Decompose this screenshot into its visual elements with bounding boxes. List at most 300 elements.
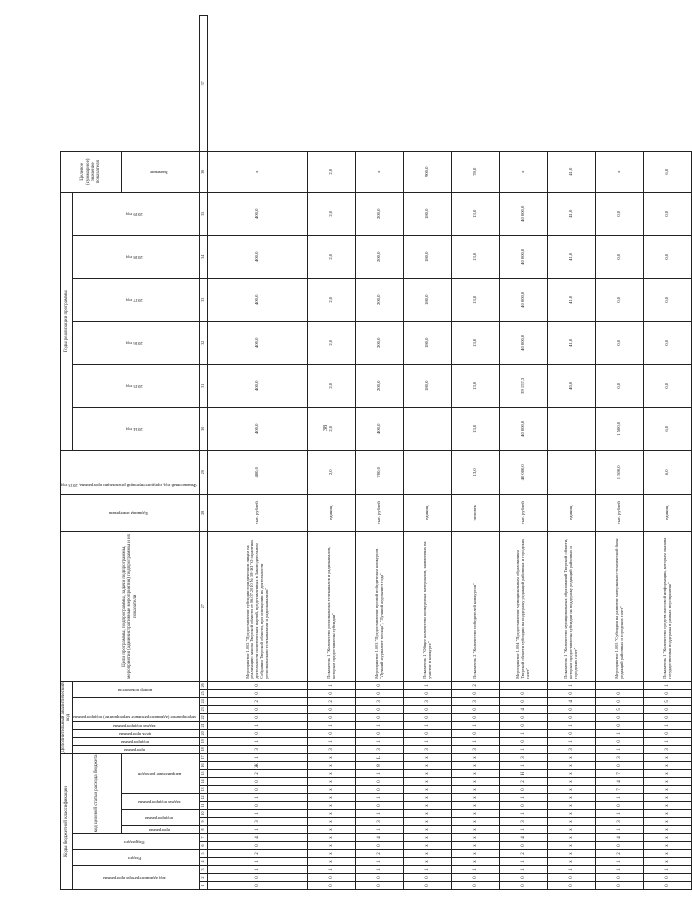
code-cell: Ж (208, 762, 308, 770)
total-value: 900,0 (404, 151, 452, 192)
code-cell: 4 (596, 834, 644, 842)
code-cell: 0 (404, 882, 452, 890)
code-cell: х (644, 834, 692, 842)
year-value: 180,0 (404, 321, 452, 364)
code-cell: х (404, 818, 452, 826)
goal-description: Мероприятие 1.003 "Предоставление премий победителям конкурсов "Лучший журналист месяца", "Лучший журналист года" (356, 531, 404, 681)
year-value: 2,0 (308, 407, 356, 450)
column-number: 32 (200, 321, 208, 364)
code-cell: 2 (208, 697, 308, 705)
year-value: 2,0 (308, 364, 356, 407)
code-cell: 0 (644, 882, 692, 890)
base-year-value (404, 450, 452, 494)
year-value: 0,0 (596, 364, 644, 407)
code-cell: х (644, 850, 692, 858)
code-cell: 0 (356, 786, 404, 794)
target-code-header: код целевой статьи расхода бюджета (72, 753, 121, 833)
code-cell: 7 (596, 770, 644, 778)
code-cell: х (452, 834, 500, 842)
total-value: х (208, 151, 308, 192)
code-cell: 4 (208, 834, 308, 842)
code-cell: 0 (356, 681, 404, 689)
unit-cell: единиц (644, 494, 692, 531)
code-cell: 1 (500, 810, 548, 818)
year-value: 40 000,0 (500, 321, 548, 364)
value-header: Значение (122, 151, 200, 192)
code-cell: х (548, 818, 596, 826)
unit-cell: тыс. рублей (500, 494, 548, 531)
page-number: 38 (323, 425, 329, 431)
code-cell: х (308, 753, 356, 761)
code-cell: х (308, 818, 356, 826)
dop-meropriyatie-header: мероприятие (административное мероприятие) подпрограммы (72, 697, 199, 721)
code-cell: х (452, 826, 500, 834)
code-cell: 0 (596, 842, 644, 850)
column-number: 26 (200, 681, 208, 689)
code-cell: х (452, 753, 500, 761)
total-value: 78,0 (452, 151, 500, 192)
code-cell: х (308, 858, 356, 866)
code-cell: 3 (308, 745, 356, 753)
goal-description: Показатель 1 "Количество средств массовой информации, которым оказана государственная поддержка в рамках мероприятия" (644, 531, 692, 681)
column-number: 18 (200, 745, 208, 753)
column-number: 37 (200, 16, 208, 152)
total-header: Целевое (суммарное) значение показателя (61, 151, 122, 192)
column-number: 22 (200, 713, 208, 721)
code-cell: 1 (548, 721, 596, 729)
code-cell: х (548, 842, 596, 850)
code-cell: 1 (596, 745, 644, 753)
code-cell: 0 (500, 874, 548, 882)
code-cell: 0 (596, 802, 644, 810)
code-cell: х (308, 802, 356, 810)
dop-podprogramma-header: подпрограмма (72, 737, 199, 745)
column-number: 36 (200, 151, 208, 192)
code-cell: 0 (452, 729, 500, 737)
code-cell: х (404, 826, 452, 834)
column-number: 34 (200, 235, 208, 278)
code-cell: х (548, 810, 596, 818)
year-value: 200,0 (356, 235, 404, 278)
code-cell: х (644, 778, 692, 786)
base-year-value: 40 000,0 (500, 450, 548, 494)
goal-description: Мероприятие 1.005 "Субсидии на развитие материально-технической базы редакций районных и городских газет" (596, 531, 644, 681)
column-number: 9 (200, 818, 208, 826)
code-cell: 0 (308, 713, 356, 721)
table-row (452, 16, 500, 890)
goal-description: Мероприятие 1.004 "Предоставление муниципальным образованиям Тверской области субсидии на поддержку редакций районных и городских газет" (500, 531, 548, 681)
code-cell: 3 (356, 818, 404, 826)
table-row (308, 16, 356, 890)
table-row (208, 16, 308, 890)
year-value: 200,0 (356, 364, 404, 407)
code-cell: 0 (356, 689, 404, 697)
code-cell: х (644, 762, 692, 770)
year-value: 400,0 (208, 278, 308, 321)
code-cell: х (452, 786, 500, 794)
column-number: 16 (200, 762, 208, 770)
code-cell: 0 (208, 705, 308, 713)
code-cell: х (404, 770, 452, 778)
code-cell: 1 (208, 753, 308, 761)
total-value: 41,0 (548, 151, 596, 192)
code-cell: х (452, 842, 500, 850)
column-number: 14 (200, 778, 208, 786)
code-cell: 0 (208, 689, 308, 697)
code-cell: 3 (596, 818, 644, 826)
code-cell: 1 (356, 737, 404, 745)
code-cell: 0 (500, 721, 548, 729)
table-row (596, 16, 644, 890)
year-value: 13,0 (452, 364, 500, 407)
year-value: 0,0 (596, 278, 644, 321)
rotated-table-wrapper (60, 15, 672, 890)
code-cell: 1 (452, 737, 500, 745)
code-cell: 0 (500, 802, 548, 810)
year-value: 39 157,3 (500, 364, 548, 407)
base-year-value (548, 450, 596, 494)
year-value: 40 000,0 (500, 192, 548, 235)
code-cell: х (404, 834, 452, 842)
column-number: 4 (200, 858, 208, 866)
column-number: 21 (200, 721, 208, 729)
year-value: 400,0 (356, 407, 404, 450)
code-cell: 0 (208, 713, 308, 721)
code-cell: 2 (308, 697, 356, 705)
year-value: 0,0 (644, 321, 692, 364)
code-cell: 0 (308, 874, 356, 882)
code-cell: 3 (596, 753, 644, 761)
table-row (500, 16, 548, 890)
code-cell: х (548, 753, 596, 761)
unit-cell: единиц (404, 494, 452, 531)
code-cell: 3 (356, 697, 404, 705)
code-cell: 4 (356, 834, 404, 842)
code-cell: 1 (404, 866, 452, 874)
year-value: 180,0 (404, 192, 452, 235)
unit-header: Единица измерения (61, 494, 200, 531)
code-cell: 1 (644, 866, 692, 874)
base-year-value: 13,0 (452, 450, 500, 494)
code-cell: Н (500, 770, 548, 778)
goals-header: Цели программы, подпрограммы, задачи подпрограммы, мероприятия (административные мероприятия) подпрограммы и их показатели (61, 531, 200, 681)
code-cell: х (404, 810, 452, 818)
year-value: 400,0 (208, 235, 308, 278)
year-value: 0,0 (644, 235, 692, 278)
column-number: 2 (200, 874, 208, 882)
code-cell: х (548, 762, 596, 770)
code-cell: 0 (500, 689, 548, 697)
code-cell: 0 (548, 882, 596, 890)
code-cell: 0 (548, 713, 596, 721)
code-cell: х (308, 810, 356, 818)
code-cell: 2 (596, 850, 644, 858)
code-cell: 3 (404, 745, 452, 753)
code-cell: х (404, 762, 452, 770)
code-cell: 3 (404, 697, 452, 705)
goal-description: Показатель 1 "Количество муниципальных образований Тверской области, которым предоставлены субсидии на поддержку редакций районных и городских газет" (548, 531, 596, 681)
goal-description: Показатель 2 "Количество победителей конкурсов" (452, 531, 500, 681)
column-number: 10 (200, 810, 208, 818)
column-number: 6 (200, 842, 208, 850)
goal-description: Показатель 1 "Количество региональных телеканалов и радиоканалов, которым предоставлены субсидии" (308, 531, 356, 681)
code-cell: х (404, 850, 452, 858)
column-number: 28 (200, 494, 208, 531)
code-cell: 1 (404, 721, 452, 729)
year-value: 400,0 (208, 407, 308, 450)
code-cell: 3 (644, 745, 692, 753)
year-2019-header: 2019 год (72, 192, 199, 235)
code-cell: 0 (500, 697, 548, 705)
code-cell: 3 (208, 818, 308, 826)
column-numbers-row (200, 16, 208, 890)
code-cell: 1 (548, 681, 596, 689)
podprogramma-header: подпрограмма (122, 810, 200, 826)
program-indicators-table (60, 15, 692, 890)
year-value: 200,0 (356, 192, 404, 235)
code-cell: х (452, 762, 500, 770)
code-cell: 7 (596, 786, 644, 794)
table-row (356, 16, 404, 890)
code-cell: 1 (644, 721, 692, 729)
code-cell: х (644, 842, 692, 850)
code-cell: L (356, 753, 404, 761)
base-year-value: 2,0 (308, 450, 356, 494)
code-cell: 0 (644, 705, 692, 713)
code-cell: 0 (308, 729, 356, 737)
year-value: 0,0 (644, 192, 692, 235)
code-cell: 3 (548, 745, 596, 753)
column-number: 33 (200, 278, 208, 321)
code-cell: 0 (596, 882, 644, 890)
total-value: х (356, 151, 404, 192)
code-cell: 1 (644, 681, 692, 689)
code-cell: х (548, 834, 596, 842)
column-number: 27 (200, 531, 208, 681)
code-cell: 1 (596, 794, 644, 802)
year-value: 200,0 (356, 321, 404, 364)
code-cell: 0 (356, 802, 404, 810)
code-cell: 1 (208, 721, 308, 729)
code-cell: х (308, 762, 356, 770)
code-cell: 1 (548, 737, 596, 745)
code-cell: 4 (548, 697, 596, 705)
code-cell: 1 (452, 721, 500, 729)
base-year-value: 6,0 (644, 450, 692, 494)
code-cell: 1 (356, 866, 404, 874)
year-value: 13,0 (452, 235, 500, 278)
code-cell: х (404, 842, 452, 850)
code-cell: х (404, 858, 452, 866)
code-cell: 0 (356, 713, 404, 721)
code-cell: х (644, 786, 692, 794)
year-value: 0,0 (596, 192, 644, 235)
code-cell: 1 (208, 858, 308, 866)
zadacha-header: задача подпрограммы (122, 794, 200, 810)
code-cell: 0 (644, 713, 692, 721)
unit-cell: единиц (548, 494, 596, 531)
code-cell: 1 (308, 866, 356, 874)
code-cell: 5 (644, 697, 692, 705)
code-cell: 1 (596, 810, 644, 818)
year-value: 41,0 (548, 321, 596, 364)
column-number: 3 (200, 866, 208, 874)
code-cell: 0 (548, 705, 596, 713)
code-cell: 1 (548, 866, 596, 874)
code-cell: 0 (500, 882, 548, 890)
table-row (644, 16, 692, 890)
year-2014-header: 2014 год (72, 407, 199, 450)
code-cell: 0 (208, 874, 308, 882)
code-cell: 0 (596, 689, 644, 697)
code-cell: 1 (208, 810, 308, 818)
code-cell: х (452, 770, 500, 778)
code-cell: 0 (500, 786, 548, 794)
years-header: Годы реализации программы (61, 192, 73, 450)
year-value: 2,0 (308, 278, 356, 321)
column-number: 25 (200, 689, 208, 697)
code-cell: х (548, 794, 596, 802)
code-cell: 0 (548, 729, 596, 737)
code-cell: 3 (452, 745, 500, 753)
code-cell: х (308, 826, 356, 834)
goal-description: Мероприятие 1.002 "Предоставление субсидии юридическим лицам на реализацию закона Тверской области от 06.07.2010 № 58-ЗО "О гарантиях деятельности политических партий, представленных в Законодательном Собрании Тверской области, при освещении их деятельности региональными телеканалами и радиоканалами" (208, 531, 308, 681)
code-cell: 0 (500, 713, 548, 721)
code-cell: 0 (208, 786, 308, 794)
year-value: 0,0 (596, 235, 644, 278)
year-2015-header: 2015 год (72, 364, 199, 407)
code-cell: 0 (208, 802, 308, 810)
column-number: 31 (200, 364, 208, 407)
code-cell: х (452, 850, 500, 858)
column-number: 17 (200, 753, 208, 761)
code-cell: 0 (208, 882, 308, 890)
year-value: 41,0 (548, 192, 596, 235)
code-cell: 1 (208, 826, 308, 834)
code-cell: х (404, 786, 452, 794)
programma-header: программа (122, 826, 200, 834)
code-cell: 4 (500, 834, 548, 842)
nomer-pokazatelya-header: номер показателя (72, 681, 199, 697)
admin-code-header: код администратора программы (72, 866, 199, 890)
code-cell: 1 (500, 745, 548, 753)
code-cell: 1 (596, 866, 644, 874)
code-cell: 0 (404, 705, 452, 713)
code-cell: 1 (208, 737, 308, 745)
year-value: 0,0 (596, 321, 644, 364)
code-cell: 1 (596, 858, 644, 866)
code-cell: 1 (644, 737, 692, 745)
year-value: 400,0 (208, 364, 308, 407)
year-value: 180,0 (404, 364, 452, 407)
code-cell: 3 (452, 697, 500, 705)
code-cell: х (308, 786, 356, 794)
code-cell: х (404, 802, 452, 810)
code-cell: 0 (356, 729, 404, 737)
column-number: 35 (200, 192, 208, 235)
code-cell: 0 (356, 842, 404, 850)
code-cell: 1 (404, 737, 452, 745)
code-cell: 1 (356, 770, 404, 778)
column-number: 29 (200, 450, 208, 494)
total-value: х (596, 151, 644, 192)
year-value: 13,0 (452, 278, 500, 321)
column-number: 8 (200, 826, 208, 834)
code-cell: х (452, 778, 500, 786)
year-value: 41,0 (548, 235, 596, 278)
code-cell: х (644, 770, 692, 778)
unit-cell: тыс. рублей (208, 494, 308, 531)
code-cell: 1 (500, 729, 548, 737)
code-cell: 1 (404, 681, 452, 689)
code-cell: х (308, 834, 356, 842)
code-cell: 1 (208, 866, 308, 874)
code-cell: 4 (500, 705, 548, 713)
code-cell: 0 (644, 874, 692, 882)
year-value (548, 407, 596, 450)
year-value: 2,0 (308, 192, 356, 235)
code-cell: 1 (208, 794, 308, 802)
code-cell: 0 (452, 705, 500, 713)
base-year-value: 700,0 (356, 450, 404, 494)
total-value: х (500, 151, 548, 192)
code-cell: 1 (500, 762, 548, 770)
code-cell: 0 (596, 697, 644, 705)
column-number: 30 (200, 407, 208, 450)
code-cell: х (548, 770, 596, 778)
code-cell: х (644, 753, 692, 761)
total-value: 6,0 (644, 151, 692, 192)
code-cell: 0 (452, 882, 500, 890)
code-cell: х (308, 842, 356, 850)
column-number: 24 (200, 697, 208, 705)
code-cell: 0 (208, 729, 308, 737)
year-value: 1 500,0 (596, 407, 644, 450)
goal-description: Показатель 1 "Общее количество конкурсных материалов, заявленных на участие в конкурсе" (404, 531, 452, 681)
code-cell: 4 (596, 778, 644, 786)
code-cell: х (548, 826, 596, 834)
dop-code-header: Дополнительный аналитический код (61, 682, 72, 753)
code-cell: 1 (452, 866, 500, 874)
code-cell: 0 (452, 689, 500, 697)
code-cell: х (404, 753, 452, 761)
year-value: 0,0 (644, 364, 692, 407)
dop-zadacha-header: задача подпрограммы (72, 721, 199, 729)
table-row (404, 16, 452, 890)
column-number: 5 (200, 850, 208, 858)
year-2018-header: 2018 год (72, 235, 199, 278)
code-cell: 2 (500, 850, 548, 858)
year-value (404, 407, 452, 450)
column-number: 7 (200, 834, 208, 842)
code-cell: 1 (356, 858, 404, 866)
year-value: 13,0 (452, 321, 500, 364)
code-cell: 0 (644, 729, 692, 737)
code-cell: 3 (500, 753, 548, 761)
code-cell: 1 (500, 794, 548, 802)
code-cell: 1 (356, 810, 404, 818)
code-cell: 1 (500, 826, 548, 834)
code-cell: 0 (452, 874, 500, 882)
code-cell: 2 (208, 850, 308, 858)
year-value: 180,0 (404, 278, 452, 321)
code-cell: х (644, 826, 692, 834)
code-cell: 2 (356, 850, 404, 858)
code-cell: х (404, 778, 452, 786)
code-cell: 1 (596, 826, 644, 834)
code-cell: 0 (356, 778, 404, 786)
column-number: 13 (200, 786, 208, 794)
